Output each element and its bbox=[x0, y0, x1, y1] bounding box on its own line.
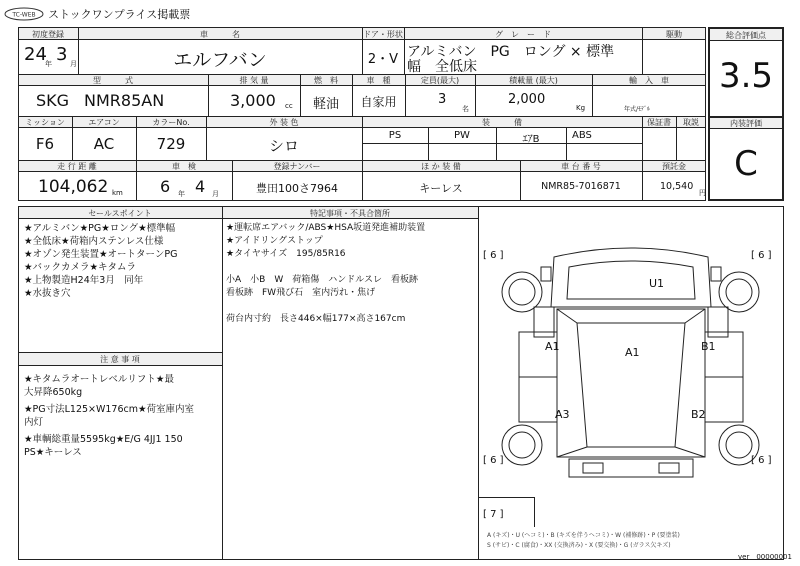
damage-mark-u1: U1 bbox=[649, 277, 665, 290]
warranty-label: 保証書 bbox=[647, 118, 671, 127]
note-line: ★PG寸法L125×W176cm★荷室庫内室 bbox=[24, 404, 195, 415]
spare-box bbox=[479, 497, 535, 527]
note-line: 内灯 bbox=[24, 417, 44, 428]
color-no-value: 729 bbox=[156, 135, 186, 153]
spare-tire: [ 7 ] bbox=[483, 509, 504, 520]
model-year-label: 年式/ﾓﾃﾞﾙ bbox=[624, 106, 651, 113]
legend-line-2: S (サビ)・C (腐食)・XX (交換済み)・X (要交換)・G (ガラス欠キズ) bbox=[487, 542, 671, 549]
displacement-unit: cc bbox=[285, 102, 293, 110]
vehicle-diagram bbox=[479, 207, 783, 559]
damage-mark-b2: B2 bbox=[691, 408, 706, 421]
sales-points-list bbox=[24, 222, 220, 300]
equip-abs: ABS bbox=[572, 130, 592, 141]
damage-mark-b1: B1 bbox=[701, 340, 716, 353]
feature-line: 看板跡 FW飛び石 室内汚れ・焦げ bbox=[226, 288, 376, 298]
plate-value: 豊田100さ7964 bbox=[256, 182, 338, 195]
model-value: NMR85AN bbox=[84, 91, 165, 110]
mission-value: F6 bbox=[35, 135, 55, 153]
fuel-label: 燃 料 bbox=[314, 76, 338, 85]
mileage-label: 走 行 距 離 bbox=[57, 162, 97, 171]
plate-label: 登録ナンバー bbox=[273, 162, 321, 171]
import-label: 輸 入 車 bbox=[629, 76, 669, 85]
model-label: 型 式 bbox=[93, 76, 133, 85]
fuel-value: 軽油 bbox=[312, 97, 339, 112]
legend-line-1: A (キズ)・U (ヘコミ)・B (キズを伴うヘコミ)・W (補修跡)・P (要塗装) bbox=[487, 532, 680, 539]
load-value: 2,000 bbox=[508, 92, 546, 107]
feature-line: 小A 小B W 荷箱傷 ハンドルスレ 看板跡 bbox=[226, 275, 418, 285]
note-line: 大昇降650kg bbox=[24, 387, 83, 398]
deposit-label: 預託金 bbox=[662, 162, 686, 171]
sales-points-label: セールスポイント bbox=[88, 209, 152, 218]
score-label: 総合評価点 bbox=[726, 31, 766, 40]
grade-line1: アルミバン PG ロング × 標準 bbox=[407, 44, 615, 60]
sales-point-line: ★上物製造H24年3月 同年 bbox=[24, 275, 144, 286]
chassis-label: 車 台 番 号 bbox=[561, 162, 601, 171]
page-title: ストックワンプライス掲載票 bbox=[48, 8, 191, 21]
sales-point-line: ★バックカメラ★キタムラ bbox=[24, 262, 136, 273]
ac-label: エアコン bbox=[88, 118, 120, 127]
note-line: ★キタムラオートレベルリフト★最 bbox=[24, 374, 174, 385]
header-logo bbox=[4, 6, 44, 20]
other-equip-label: ほ か 装 備 bbox=[421, 162, 461, 171]
inspection-year-unit: 年 bbox=[178, 190, 185, 198]
logo-icon bbox=[4, 7, 44, 21]
score-value: 3.5 bbox=[718, 56, 774, 96]
equip-pw: PW bbox=[454, 130, 470, 141]
capacity-unit: 名 bbox=[462, 105, 469, 113]
inspection-month: 4 bbox=[195, 177, 206, 196]
car-name-label: 車 名 bbox=[200, 30, 240, 39]
reg-year-unit: 年 bbox=[45, 60, 52, 68]
manual-label: 取説 bbox=[683, 118, 699, 127]
mission-label: ミッション bbox=[25, 118, 65, 127]
feature-line: ★運転席エアバック/ABS★HSA坂道発進補助装置 bbox=[226, 223, 426, 233]
inspection-month-unit: 月 bbox=[212, 190, 219, 198]
logo-text: TC-WEB bbox=[12, 11, 36, 19]
other-equip-value: キーレス bbox=[419, 182, 463, 195]
drive-label: 駆動 bbox=[666, 30, 682, 39]
kind-label: 車 種 bbox=[366, 76, 391, 85]
damage-mark-a3: A3 bbox=[555, 408, 570, 421]
notes-label: 注 意 事 項 bbox=[100, 355, 140, 364]
interior-label: 内装評価 bbox=[730, 119, 762, 128]
grade-label: グ レ ー ド bbox=[495, 30, 551, 39]
load-label: 積載量 (最大) bbox=[509, 76, 558, 85]
displacement-label: 排 気 量 bbox=[239, 76, 269, 85]
inspection-label: 車 検 bbox=[172, 162, 196, 171]
grade-line2: 幅 全低床 bbox=[407, 59, 477, 75]
tire-rear-left: [ 6 ] bbox=[483, 455, 504, 466]
tire-front-right: [ 6 ] bbox=[751, 250, 772, 261]
mileage-value: 104,062 bbox=[38, 177, 109, 197]
interior-value: C bbox=[734, 144, 758, 184]
version-label: ver 00000001 bbox=[738, 553, 792, 561]
capacity-value: 3 bbox=[438, 92, 447, 107]
chassis-value: NMR85-7016871 bbox=[541, 181, 621, 192]
features-list bbox=[226, 222, 476, 326]
reg-year: 24 bbox=[24, 44, 47, 65]
note-line: PS★キーレス bbox=[24, 447, 82, 458]
notes-list bbox=[24, 373, 220, 459]
kind-value: 自家用 bbox=[360, 95, 397, 109]
reg-month-unit: 月 bbox=[70, 60, 77, 68]
door-value: 2・V bbox=[367, 52, 399, 67]
reg-month: 3 bbox=[56, 44, 68, 65]
ac-value: AC bbox=[93, 135, 115, 153]
capacity-label: 定員(最大) bbox=[420, 76, 460, 85]
equip-ps: PS bbox=[388, 130, 402, 141]
load-unit: Kg bbox=[576, 104, 586, 112]
damage-mark-a1-left: A1 bbox=[545, 340, 560, 353]
inspection-year: 6 bbox=[160, 177, 171, 196]
tire-front-left: [ 6 ] bbox=[483, 250, 504, 261]
note-line: ★車輌総重量5595kg★E/G 4JJ1 150 bbox=[24, 434, 183, 445]
tire-rear-right: [ 6 ] bbox=[751, 455, 772, 466]
color-label: 外 装 色 bbox=[269, 118, 299, 127]
equip-label: 装 備 bbox=[482, 118, 522, 127]
feature-line: 荷台内寸約 長さ446×幅177×高さ167cm bbox=[226, 314, 406, 324]
reg-label: 初度登録 bbox=[32, 30, 64, 39]
feature-line bbox=[226, 261, 476, 274]
displacement-value: 3,000 bbox=[230, 91, 276, 110]
car-name: エルフバン bbox=[173, 49, 267, 71]
damage-mark-a1-center: A1 bbox=[625, 346, 640, 359]
sales-point-line: ★全低床★荷箱内ステンレス仕様 bbox=[24, 236, 164, 247]
feature-line bbox=[226, 300, 476, 313]
mileage-unit: km bbox=[112, 189, 123, 197]
equip-airbag: ｴｱB bbox=[522, 134, 540, 145]
model-prefix: SKG bbox=[36, 91, 70, 110]
door-label: ドア・形状 bbox=[363, 30, 403, 39]
sales-point-line: ★アルミバン★PG★ロング★標準幅 bbox=[24, 223, 176, 234]
color-value: シロ bbox=[268, 137, 299, 155]
sales-point-line: ★オゾン発生装置★オートターンPG bbox=[24, 249, 178, 260]
feature-line: ★アイドリングストップ bbox=[226, 236, 323, 246]
feature-line: ★タイヤサイズ 195/85R16 bbox=[226, 249, 346, 259]
deposit-value: 10,540 bbox=[660, 181, 694, 192]
color-no-label: カラーNo. bbox=[152, 118, 190, 127]
deposit-unit: 円 bbox=[699, 189, 706, 197]
features-label: 特記事項・不具合箇所 bbox=[310, 209, 390, 218]
sales-point-line: ★水抜き穴 bbox=[24, 288, 71, 299]
